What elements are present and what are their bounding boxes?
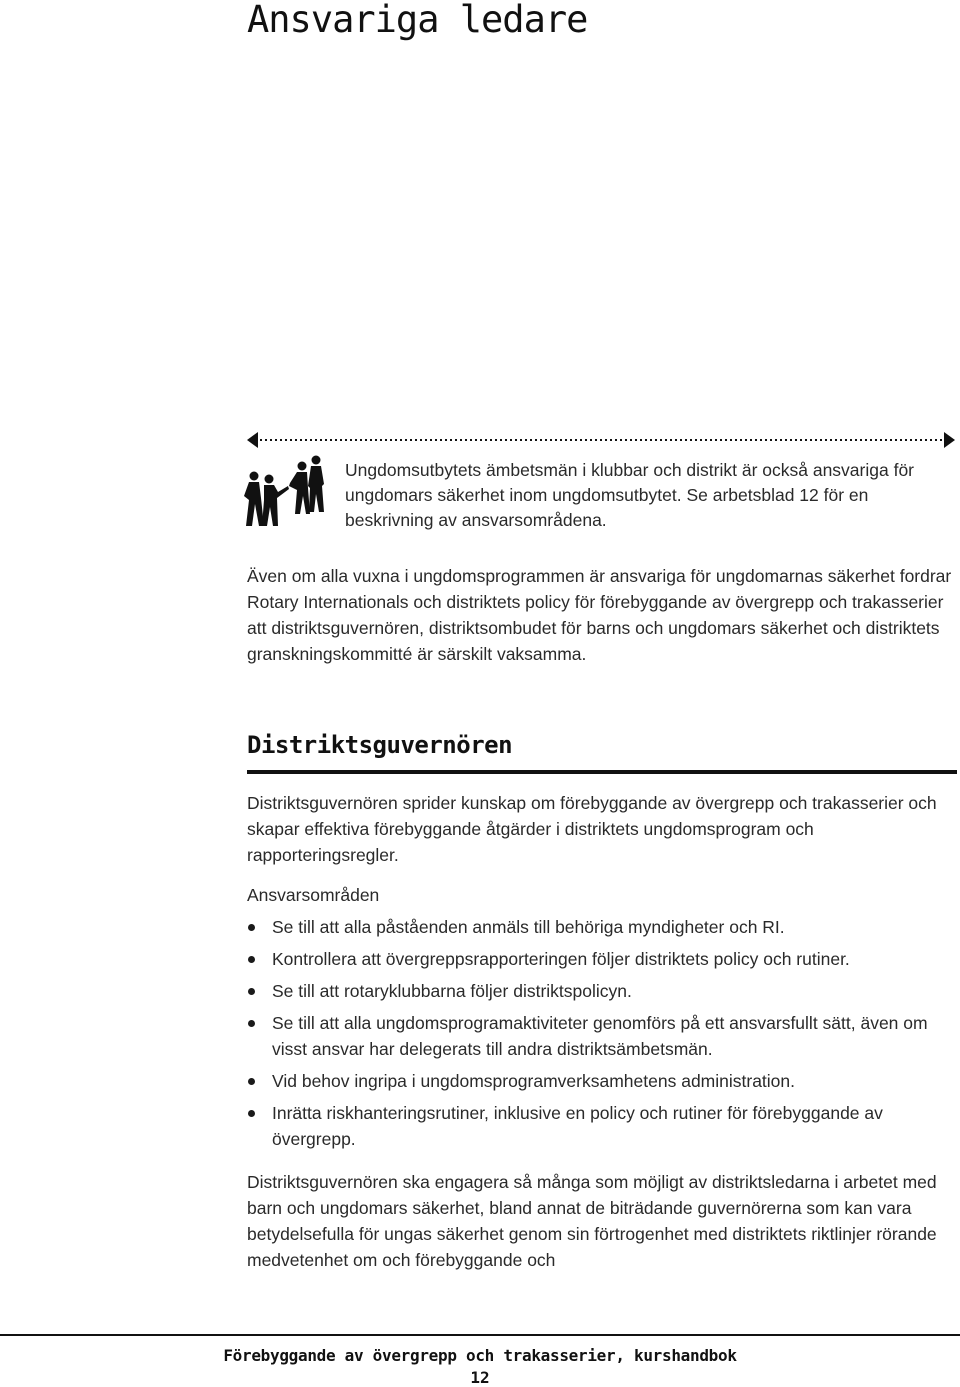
footer-rule — [0, 1334, 960, 1336]
people-silhouettes-icon — [242, 452, 332, 528]
list-item: Se till att alla ungdomsprogramaktiviteter genomförs på ett ansvarsfullt sätt, även om visst ansvar har delegerats till andra distriktsämbetsmän. — [247, 1010, 959, 1062]
section-paragraph-1: Distriktsguvernören sprider kunskap om förebyggande av övergrepp och trakasserier och skapar effektiva förebyggande åtgärder i distriktets ungdomsprogram och rapporteringsregler. — [247, 793, 937, 865]
note-dotted-rule — [247, 432, 955, 448]
intro-paragraph: Även om alla vuxna i ungdomsprogrammen är ansvariga för ungdomarnas säkerhet fordrar Rotary Internationals och distriktets policy för förebyggande av övergrepp och trakasserier att distriktsguvernören, distriktsombudet för barns och ungdomars säkerhet och distriktets granskningskommitté är särskilt vaksamma. — [247, 566, 952, 664]
section-rule — [247, 770, 957, 774]
responsibilities-subheading: Ansvarsområden — [247, 885, 380, 905]
right-arrowhead-icon — [944, 432, 955, 448]
left-arrowhead-icon — [247, 432, 258, 448]
responsibilities-list — [247, 914, 959, 1158]
list-item: Se till att rotaryklubbarna följer distriktspolicyn. — [247, 978, 959, 1004]
section-paragraph-2: Distriktsguvernören ska engagera så många som möjligt av distriktsledarna i arbetet med barn och ungdomars säkerhet, bland annat de biträdande guvernörerna som kan vara betydelsefulla för ungas säkerhet genom sin förtrogenhet med distriktets riktlinjer rörande medvetenhet om och förebyggande och — [247, 1172, 937, 1270]
list-item: Inrätta riskhanteringsrutiner, inklusive en policy och rutiner för förebyggande av övergrepp. — [247, 1100, 959, 1152]
list-item: Se till att alla påståenden anmäls till behöriga myndigheter och RI. — [247, 914, 959, 940]
footer-title: Förebyggande av övergrepp och trakasserier, kurshandbok — [223, 1346, 737, 1365]
youth-exchange-note: Ungdomsutbytets ämbetsmän i klubbar och distrikt är också ansvariga för ungdomars säkerhet inom ungdomsutbytet. Se arbetsblad 12 för en beskrivning av ansvarsområdena. — [345, 460, 915, 530]
list-item: Vid behov ingripa i ungdomsprogramverksamhetens administration. — [247, 1068, 959, 1094]
page-number: 12 — [470, 1368, 490, 1387]
list-item: Kontrollera att övergreppsrapporteringen följer distriktets policy och rutiner. — [247, 946, 959, 972]
section-heading: Distriktsguvernören — [247, 731, 513, 759]
page-title: Ansvariga ledare — [247, 0, 588, 41]
